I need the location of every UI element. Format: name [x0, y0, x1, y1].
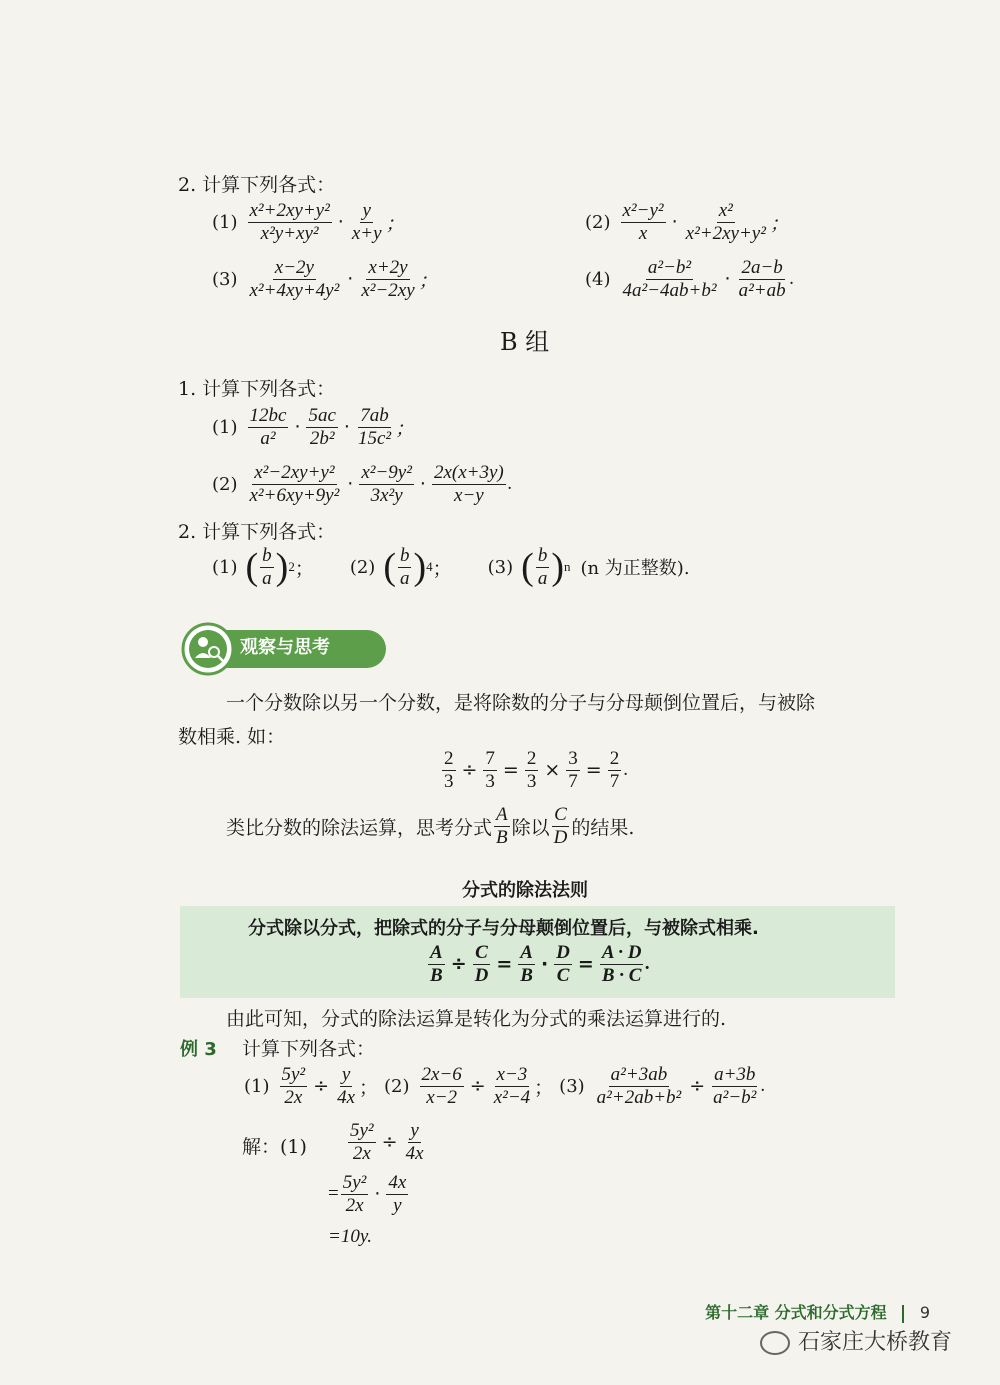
rule-formula: $\frac{A}{B}$ ÷ $\frac{C}{D}$ = $\frac{A}{B}$ · $\frac{D}{C}$ = $\frac{A \cdot D}{B \cdot C}$ . — [430, 942, 651, 986]
numerator: a²−b² — [647, 257, 692, 278]
exponent: 2 — [288, 559, 295, 575]
a-q2-item-4 — [585, 257, 794, 302]
a-q2-item-2 — [585, 200, 789, 245]
operator: · — [347, 268, 354, 291]
denominator: 2x — [352, 1142, 371, 1164]
denominator: 4x — [337, 1086, 355, 1108]
numerator: y — [410, 1120, 419, 1141]
punct: ； — [395, 418, 415, 440]
numerator: 5y² — [281, 1064, 306, 1085]
denominator: D — [474, 964, 489, 986]
denominator: 3 — [444, 770, 454, 792]
numerator: D — [556, 942, 570, 963]
numerator: 4x — [388, 1172, 407, 1193]
denominator: 7 — [609, 770, 620, 792]
punct: ； — [418, 270, 438, 292]
denominator: a²+ab — [738, 279, 786, 301]
denominator: x²+2xy+y² — [685, 222, 766, 244]
numerator: x−3 — [496, 1064, 528, 1085]
example-label: 例 3 — [180, 1039, 217, 1060]
item-index: (2) — [212, 473, 238, 495]
denominator: x — [638, 222, 648, 244]
text: 类比分数的除法运算，思考分式 — [226, 816, 493, 839]
numerator: A · D — [601, 942, 642, 963]
denominator: B — [430, 964, 443, 986]
denominator: 3 — [485, 770, 495, 792]
item-index: (2) — [349, 556, 376, 578]
item-index: (3) — [559, 1075, 585, 1097]
text: 除以 — [511, 816, 550, 839]
numerator: 2x−6 — [421, 1064, 462, 1085]
b-group-heading: B 组 — [500, 328, 550, 356]
item-index: (2) — [585, 211, 611, 233]
text: 的结果. — [571, 816, 635, 839]
denominator: y — [393, 1194, 402, 1216]
punct: (n 为正整数). — [580, 558, 690, 580]
a-q2-item-1 — [212, 200, 405, 245]
item-index: (1) — [212, 416, 238, 438]
punct: ； — [769, 213, 789, 235]
denominator: a²+2ab+b² — [596, 1086, 682, 1108]
observe-banner-label: 观察与思考 — [240, 637, 330, 658]
denominator: x+y — [351, 222, 382, 244]
solution-step-1: $\frac{\text{5y²}}{2x}$ ÷ $\frac{y}{4x}$ — [350, 1120, 424, 1164]
solution-label: 解：(1) — [242, 1136, 307, 1158]
denominator: D — [553, 826, 568, 848]
numerator: x+2y — [368, 257, 408, 278]
denominator: B · C — [601, 964, 642, 986]
denominator: a²−b² — [713, 1086, 757, 1108]
denominator: x²−2xy — [361, 279, 415, 301]
observe-para1a: 一个分数除以另一个分数，是将除数的分子与分母颠倒位置后，与被除 — [226, 692, 816, 714]
punct: ； — [385, 213, 405, 235]
punct: ； — [534, 1077, 554, 1099]
rule-title: 分式的除法法则 — [462, 880, 588, 901]
operator: · — [724, 268, 731, 291]
denominator: 3 — [526, 770, 537, 792]
solution-result: =10y. — [328, 1226, 372, 1247]
numerator: b — [262, 545, 272, 566]
punct: . — [760, 1075, 766, 1097]
b-q2-title: 2. 计算下列各式： — [178, 521, 336, 543]
item-index: (3) — [212, 268, 238, 290]
wechat-icon — [760, 1331, 790, 1355]
denominator: x²+6xy+9y² — [249, 484, 340, 506]
denominator: 2x — [345, 1194, 364, 1216]
item-index: (1) — [212, 556, 238, 578]
punct: ； — [432, 558, 452, 580]
denominator: 4x — [405, 1142, 424, 1164]
summary-text: 由此可知，分式的除法运算是转化为分式的乘法运算进行的. — [226, 1008, 727, 1030]
numerator: 2a−b — [741, 257, 783, 278]
operator: · — [671, 211, 678, 234]
chapter-footer — [705, 1300, 930, 1323]
a-q2-title: 2. 计算下列各式： — [178, 174, 336, 196]
denominator: 7 — [568, 770, 578, 792]
denominator: a — [399, 567, 410, 589]
numerator: a+3b — [714, 1064, 756, 1085]
a-q2-item-3 — [212, 257, 438, 302]
numerator: 2 — [609, 748, 620, 769]
numerator: C — [475, 942, 488, 963]
denominator: 2x — [284, 1086, 303, 1108]
numerator: 5y² — [350, 1120, 374, 1141]
denominator: 3x²y — [370, 484, 403, 506]
item-index: (1) — [212, 211, 238, 233]
numerator: b — [399, 545, 410, 566]
denominator: a — [262, 567, 272, 589]
punct: . — [507, 473, 513, 495]
watermark — [760, 1325, 952, 1356]
b-q1-item-2: (2) $\frac{\text{x²−2xy+y²}}{\text{x²+6xy+9y²}}$ · $\frac{\text{x²−9y²}}{\text{3x²y}}$ · $\frac{2x(x+3y)}{x-y}$ . — [212, 462, 513, 506]
denominator: B — [496, 826, 508, 848]
numerator: x²−2xy+y² — [254, 462, 335, 483]
rule-text: 分式除以分式，把除式的分子与分母颠倒位置后，与被除式相乘. — [248, 918, 759, 939]
numerator: b — [537, 545, 548, 566]
numerator: A — [430, 942, 443, 963]
numerator: 2 — [526, 748, 537, 769]
denominator: B — [520, 964, 533, 986]
numerator: 7 — [485, 748, 495, 769]
numerator: 7ab — [360, 405, 389, 426]
numerator: x² — [718, 200, 733, 221]
denominator: x²−4 — [493, 1086, 531, 1108]
denominator: 4a²−4ab+b² — [622, 279, 717, 301]
numerator: C — [554, 804, 567, 825]
operator: · — [337, 211, 344, 234]
numerator: y — [341, 1064, 351, 1085]
numerator: x²−y² — [622, 200, 664, 221]
denominator: a — [537, 567, 548, 589]
numerator: 5ac — [308, 405, 336, 426]
denominator: 2b² — [309, 427, 335, 449]
solution-step-2: = $\frac{\text{5y²}}{2x}$ · $\frac{4x}{y}$ — [328, 1172, 407, 1216]
denominator: a² — [260, 427, 276, 449]
fraction-example-equation: $\frac{2}{3}$ ÷ $\frac{7}{3}$ = $\frac{2}{3}$ × $\frac{3}{7}$ = $\frac{2}{7}$ . — [444, 748, 628, 792]
denominator: x−y — [454, 484, 484, 506]
denominator: C — [556, 964, 570, 986]
numerator: 2x(x+3y) — [433, 462, 504, 483]
example-title: 计算下列各式： — [242, 1038, 376, 1060]
exponent: n — [563, 559, 571, 575]
item-index: (1) — [244, 1075, 270, 1097]
b-q1-title: 1. 计算下列各式： — [178, 378, 336, 400]
item-index: (3) — [487, 556, 514, 578]
exponent: 4 — [426, 559, 433, 575]
denominator: x²y+xy² — [260, 222, 319, 244]
punct: ； — [294, 558, 314, 580]
numerator: A — [520, 942, 533, 963]
punct: . — [789, 268, 795, 290]
numerator: y — [362, 200, 371, 221]
denominator: x²+4xy+4y² — [249, 279, 340, 301]
numerator: 2 — [444, 748, 454, 769]
numerator: 3 — [568, 748, 578, 769]
page-number: 9 — [919, 1303, 930, 1322]
b-q2-items: (1) ( $\frac{b}{a}$ ) 2 ； (2) ( $\frac{b}{a}$ ) 4 ； (3) ( $\frac{b}{a}$ ) n (n 为正整数). — [212, 545, 690, 589]
item-index: (2) — [384, 1075, 410, 1097]
numerator: a²+3ab — [610, 1064, 668, 1085]
observe-para1b: 数相乘. 如： — [178, 726, 286, 748]
chapter-title: 第十二章 分式和分式方程 — [705, 1303, 887, 1322]
b-q1-item-1: (1) $\frac{12bc}{\text{a²}}$ · $\frac{5ac}{\text{2b²}}$ · $\frac{7ab}{\text{15c²}}$ ； — [212, 405, 415, 449]
example-items: (1) $\frac{\text{5y²}}{2x}$ ÷ $\frac{y}{4x}$ ； (2) $\frac{2x-6}{x-2}$ ÷ $\frac{x-3}{\text{x²−4}}$ ； (3) $\frac{\text{a²+3ab}}{\text{a²+2ab+b²}}$ ÷ $\frac{a+3b}{\text{a²−b²}}$ . — [244, 1064, 766, 1108]
numerator: A — [496, 804, 508, 825]
watermark-text: 石家庄大桥教育 — [798, 1330, 953, 1355]
denominator: 15c² — [357, 427, 392, 449]
numerator: 12bc — [249, 405, 287, 426]
numerator: x−2y — [274, 257, 314, 278]
denominator: x−2 — [426, 1086, 458, 1108]
observe-para2 — [226, 804, 634, 849]
item-index: (4) — [585, 268, 611, 290]
numerator: 5y² — [342, 1172, 367, 1193]
punct: ； — [359, 1077, 379, 1099]
numerator: x²−9y² — [361, 462, 412, 483]
numerator: x²+2xy+y² — [249, 200, 330, 221]
